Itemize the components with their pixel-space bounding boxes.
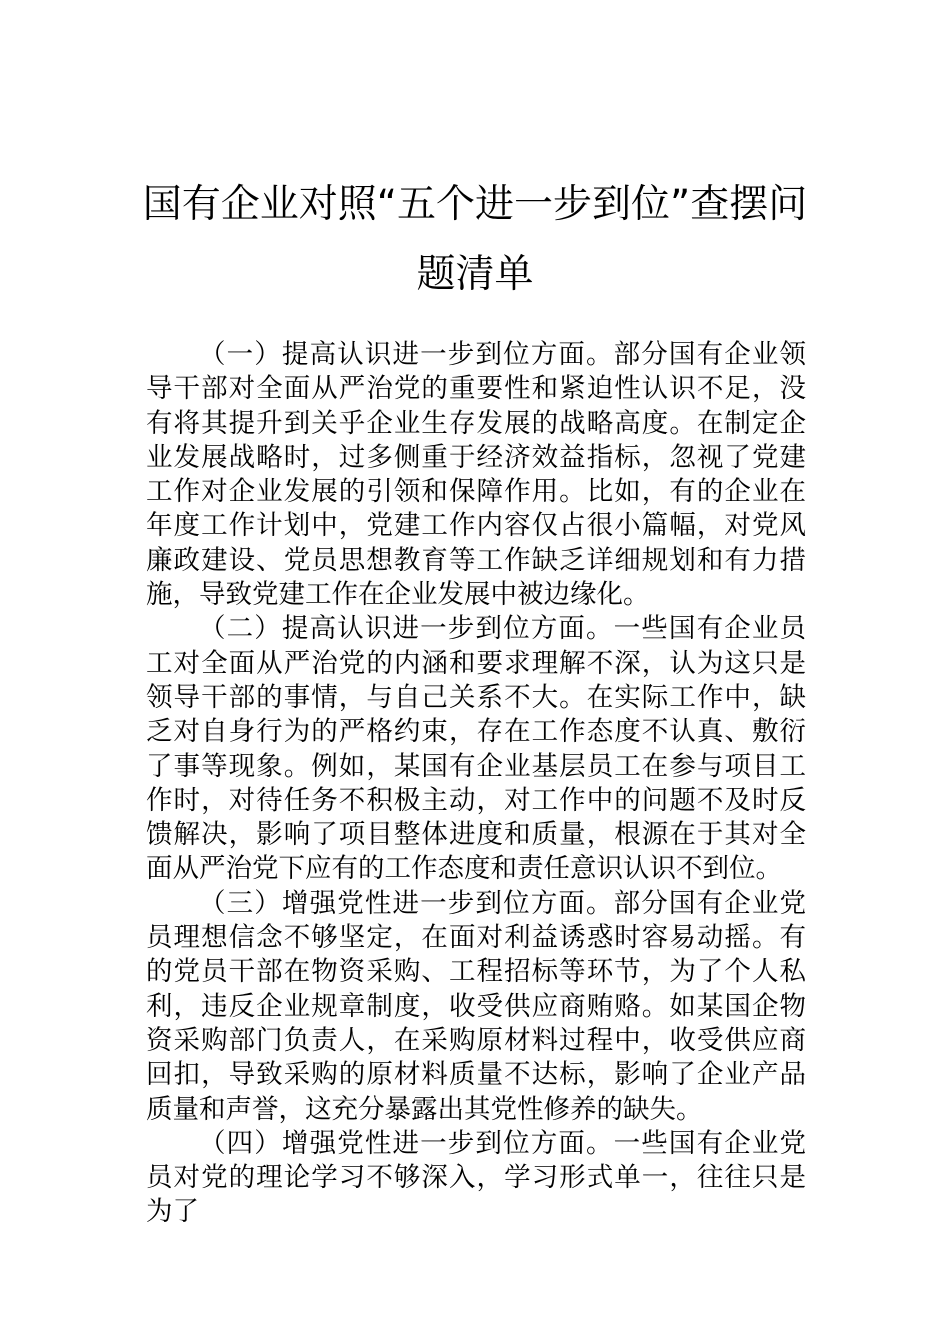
document-title: 国有企业对照“五个进一步到位”查摆问题清单 [142,182,808,297]
paragraph-4: （四）增强党性进一步到位方面。一些国有企业党员对党的理论学习不够深入，学习形式单一，往往只是为了 [146,1127,806,1228]
paragraph-1: （一）提高认识进一步到位方面。部分国有企业领导干部对全面从严治党的重要性和紧迫性认识不足，没有将其提升到关乎企业生存发展的战略高度。在制定企业发展战略时，过多侧重于经济效益指标，忽视了党建工作对企业发展的引领和保障作用。比如，有的企业在年度工作计划中，党建工作内容仅占很小篇幅，对党风廉政建设、党员思想教育等工作缺乏详细规划和有力措施，导致党建工作在企业发展中被边缘化。 [146,339,806,611]
paragraph-2: （二）提高认识进一步到位方面。一些国有企业员工对全面从严治党的内涵和要求理解不深，认为这只是领导干部的事情，与自己关系不大。在实际工作中，缺乏对自身行为的严格约束，存在工作态度不认真、敷衍了事等现象。例如，某国有企业基层员工在参与项目工作时，对待任务不积极主动，对工作中的问题不及时反馈解决，影响了项目整体进度和质量，根源在于其对全面从严治党下应有的工作态度和责任意识认识不到位。 [146,613,806,885]
document-body [146,338,806,1230]
paragraph-3: （三）增强党性进一步到位方面。部分国有企业党员理想信念不够坚定，在面对利益诱惑时容易动摇。有的党员干部在物资采购、工程招标等环节，为了个人私利，违反企业规章制度，收受供应商贿赂。如某国企物资采购部门负责人，在采购原材料过程中，收受供应商回扣，导致采购的原材料质量不达标，影响了企业产品质量和声誉，这充分暴露出其党性修养的缺失。 [146,887,806,1125]
